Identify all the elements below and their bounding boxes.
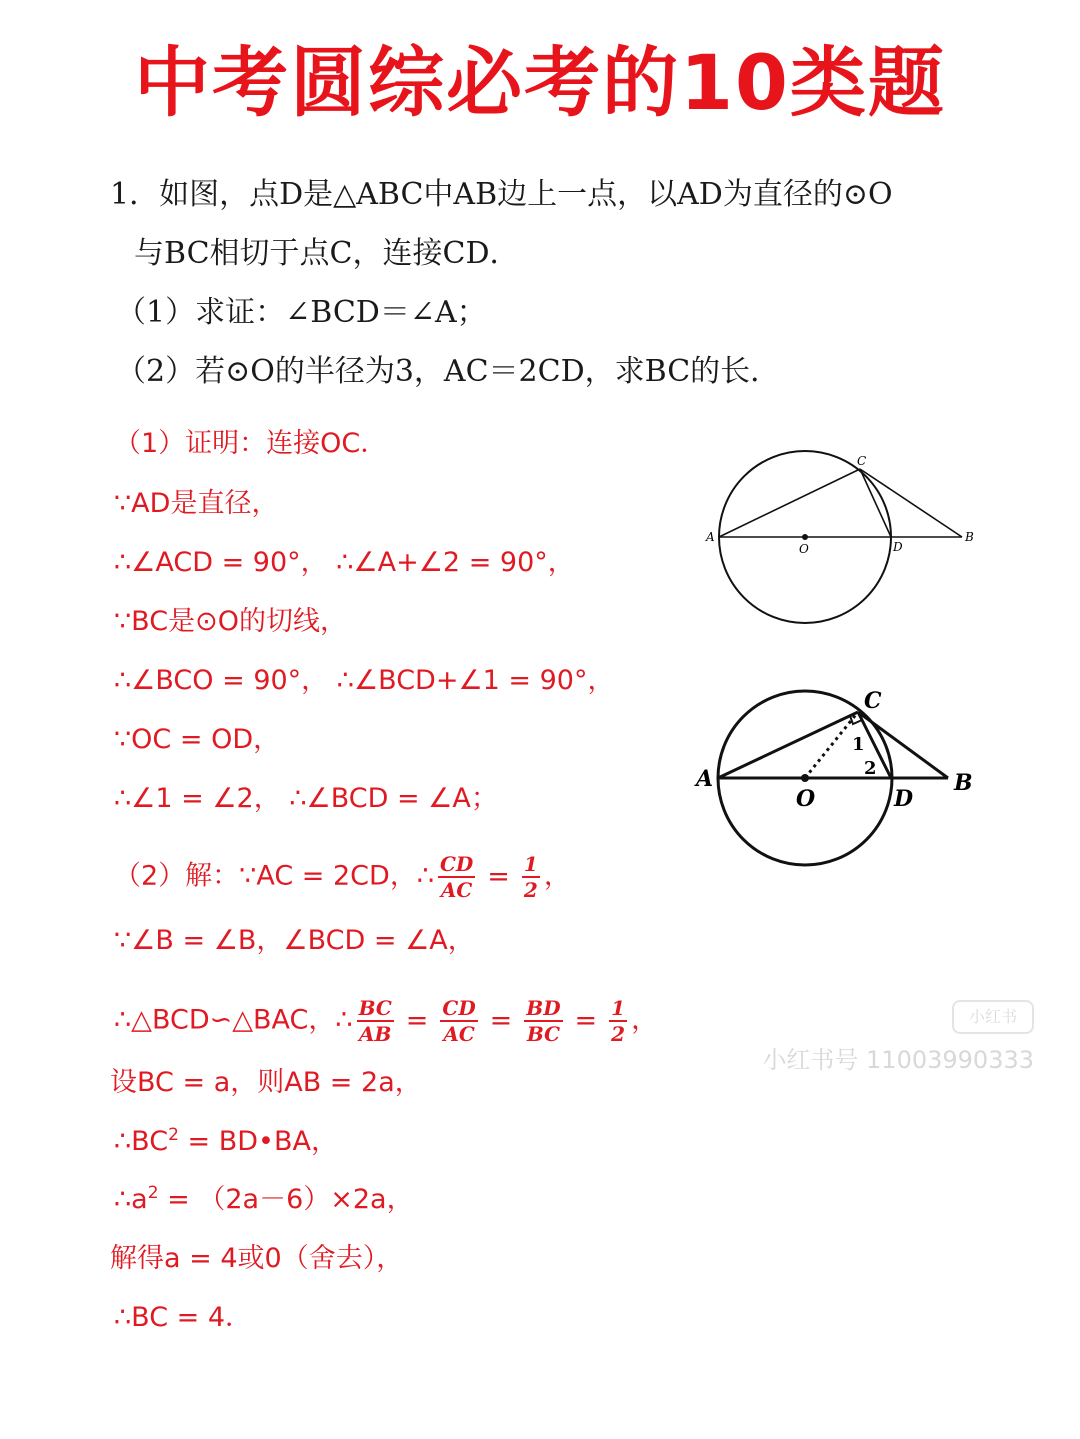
line-oc-dashed [805, 712, 858, 778]
fraction-numerator: BC [358, 996, 392, 1020]
equals-sign: = [574, 1004, 598, 1036]
geometry-figure-2 [690, 682, 990, 877]
solution-line-8-text: （2）解：∵AC = 2CD，∴ [114, 860, 434, 892]
page-title: 中考圆综必考的10类题 [134, 38, 946, 127]
fraction-cd-ac [438, 852, 475, 902]
label-b: B [954, 770, 973, 796]
fraction-denominator: 2 [523, 878, 538, 902]
solution-line-6: ∵OC = OD， [114, 724, 281, 755]
superscript-2: 2 [168, 1125, 179, 1145]
solution-line-10-text: ∴△BCD∽△BAC，∴ [114, 1004, 353, 1036]
fraction-half [609, 996, 627, 1046]
solution-line-10-suffix: ， [631, 1004, 659, 1036]
solution-line-8-suffix: ， [543, 860, 571, 892]
geometry-figure-1 [700, 445, 990, 645]
watermark-id: 小红书号 11003990333 [762, 1046, 1034, 1074]
solution-line-1: （1）证明：连接OC． [114, 428, 388, 459]
equals-sign: = [489, 1004, 513, 1036]
fraction-numerator: CD [440, 852, 474, 876]
fraction-numerator: CD [442, 996, 476, 1020]
fraction-denominator: AB [358, 1022, 392, 1046]
solution-line-9: ∵∠B = ∠B，∠BCD = ∠A， [114, 925, 475, 956]
label-a: A [706, 530, 715, 544]
fraction-denominator: 2 [611, 1022, 626, 1046]
fraction-numerator: BD [526, 996, 561, 1020]
watermark-logo: 小红书 [952, 1000, 1034, 1034]
label-d: D [894, 786, 914, 812]
fraction-numerator: 1 [611, 996, 626, 1020]
solution-line-14: 解得a = 4或0（舍去）， [110, 1243, 404, 1274]
superscript-2: 2 [147, 1183, 159, 1203]
question-part-2: （2）若⊙O的半径为3，AC＝2CD，求BC的长． [116, 354, 781, 389]
label-c: C [864, 688, 882, 714]
solution-line-10 [114, 996, 658, 1046]
fraction-bd-bc [524, 996, 562, 1046]
question-line-2: 与BC相切于点C，连接CD． [134, 236, 520, 271]
center-point [801, 774, 809, 782]
fraction-denominator: AC [443, 1022, 475, 1046]
label-c: C [857, 454, 867, 468]
solution-line-8 [114, 852, 571, 902]
solution-line-13 [114, 1180, 414, 1220]
solution-line-13-pre: ∴a [114, 1184, 148, 1215]
fraction-cd-ac [440, 996, 477, 1046]
solution-line-12 [114, 1122, 338, 1162]
label-a: A [696, 766, 714, 792]
fraction-bc-ab [357, 996, 394, 1046]
label-d: D [893, 540, 903, 554]
solution-line-13-post: = （2a－6）×2a， [158, 1184, 414, 1215]
solution-line-2: ∵AD是直径， [114, 488, 279, 519]
equals-sign: = [405, 1004, 429, 1036]
label-o: O [796, 786, 816, 812]
solution-line-5: ∴∠BCO = 90°， ∴∠BCD+∠1 = 90°， [114, 665, 615, 696]
equals-sign: = [487, 860, 510, 892]
label-o: O [799, 542, 809, 556]
fraction-denominator: AC [440, 878, 473, 902]
fraction-numerator: 1 [523, 852, 538, 876]
solution-line-11: 设BC = a，则AB = 2a， [110, 1067, 422, 1098]
question-line-1: 1．如图，点D是△ABC中AB边上一点，以AD为直径的⊙O [110, 177, 893, 212]
solution-line-3: ∴∠ACD = 90°， ∴∠A+∠2 = 90°， [114, 547, 575, 578]
solution-line-12-pre: ∴BC [114, 1126, 169, 1157]
label-angle-1: 1 [852, 734, 865, 755]
fraction-denominator: BC [526, 1022, 561, 1046]
fraction-half [522, 852, 540, 902]
solution-line-15: ∴BC = 4． [114, 1302, 253, 1333]
solution-line-7: ∴∠1 = ∠2， ∴∠BCD = ∠A； [114, 783, 498, 814]
label-angle-2: 2 [864, 758, 877, 779]
solution-line-4: ∵BC是⊙O的切线， [114, 606, 347, 637]
center-point [802, 534, 808, 540]
solution-line-12-post: = BD•BA， [178, 1126, 338, 1157]
label-b: B [965, 530, 974, 544]
question-part-1: （1）求证：∠BCD＝∠A； [116, 295, 487, 330]
